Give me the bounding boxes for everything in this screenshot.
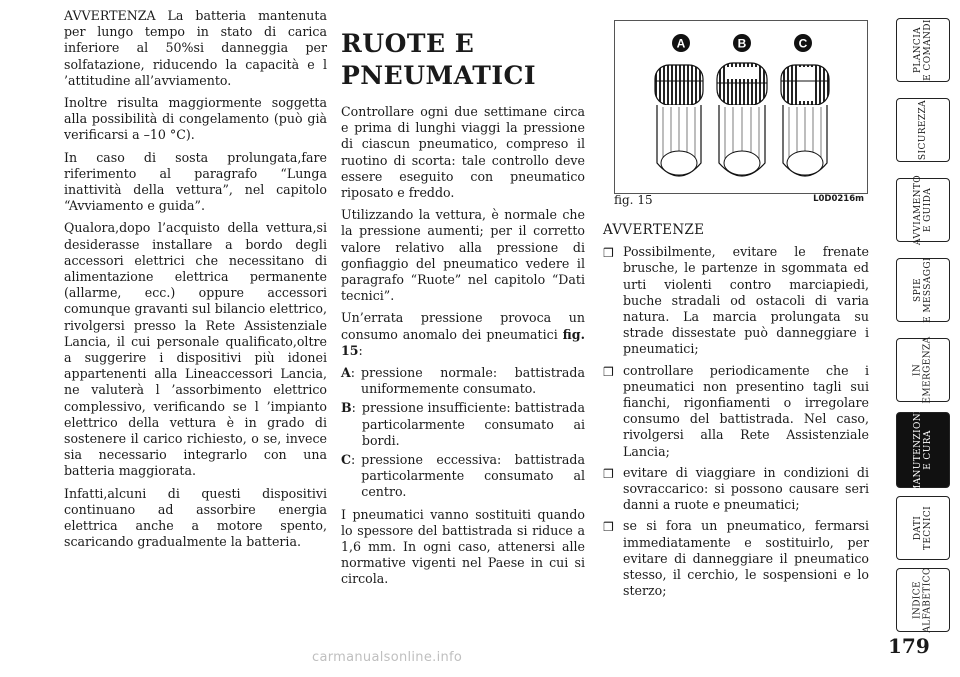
tab-label-line2: TECNICI — [922, 505, 933, 551]
definition-key: A — [341, 365, 351, 381]
definition-item — [341, 400, 585, 449]
tab-dati-tecnici[interactable] — [896, 496, 950, 560]
tab-label-line1: DATI — [912, 515, 923, 541]
paragraph: Qualora,dopo l’acquisto della vettura,si desiderasse installare a bordo degli accessori elettrici che necessitano di alimentazione elettrica permanente (allarme, ecc.) oppure accessori comunque gravanti sul bilancio elettrico, rivolgersi presso la Rete Assistenziale Lancia, il cui personale qualificato,oltre a suggerire i dispositivi più idonei appartenenti alla Lineaccessori Lancia, ne valuterà l ’assorbimento elettrico complessivo, verificando se l ’impianto elettrico della vettura è in grado di sostenere il carico richiesto, o se, invece sia necessario integrarlo con una batteria maggiorata. — [64, 220, 327, 479]
tab-label-line2: E COMANDI — [923, 19, 933, 81]
title-line-2: PNEUMATICI — [341, 61, 537, 90]
definition-text: pressione insufficiente: battistrada particolarmente consumato ai bordi. — [361, 400, 585, 448]
svg-text:C: C — [798, 36, 808, 51]
bullet-item — [603, 363, 869, 460]
title-line-1: RUOTE E — [341, 29, 475, 58]
tab-label-line1: SICUREZZA — [918, 99, 928, 161]
page-number: 179 — [888, 634, 930, 658]
tab-label — [918, 100, 928, 160]
tab-manutenzione-e-cura[interactable] — [896, 405, 950, 495]
warnings-heading: AVVERTENZE — [603, 222, 705, 238]
paragraph: Inoltre risulta maggiormente soggetta alla possibilità di congelamento (può già verificarsi a –10 °C). — [64, 95, 327, 143]
tab-spie-e-messaggi[interactable] — [896, 258, 950, 322]
tab-label — [913, 567, 933, 632]
text-column-warnings — [603, 222, 869, 604]
tab-label — [913, 175, 933, 245]
colon: : — [351, 452, 356, 468]
bullet-item — [603, 518, 869, 599]
tyre-c-overinflated — [781, 65, 829, 176]
bullet-text: evitare di viaggiare in condizioni di sovraccarico: si possono causare seri danni a ruote e pneumatici; — [623, 464, 869, 513]
paragraph: Infatti,alcuni di questi dispositivi continuano ad assorbire energia elettrica anche a motore spento, scaricando gradualmente la batteria. — [64, 485, 327, 550]
checkbox-bullet-icon: ❒ — [603, 466, 614, 481]
label-b — [733, 34, 751, 52]
bullet-item — [603, 465, 869, 514]
tyre-wear-figure — [614, 20, 868, 194]
text: Un’errata pressione provoca un consumo anomalo dei pneumatici — [341, 310, 585, 342]
text-column-tyres — [341, 28, 585, 594]
bullet-text: se si fora un pneumatico, fermarsi immediatamente e sostituirlo, per evitare di danneggiare il pneumatico stesso, il cerchio, le sospensioni e lo sterzo; — [623, 518, 869, 599]
tab-label-line1: SPIE — [913, 278, 924, 302]
tab-label — [913, 336, 933, 403]
label-a — [672, 34, 690, 52]
tab-label-line2: EMERGENZA — [923, 336, 933, 404]
figure-code: L0D0216m — [813, 194, 864, 204]
bullet-text: controllare periodicamente che i pneumatici non presentino tagli sui fianchi, rigonfiamenti o irregolare consumo del battistrada. Nel caso, rivolgersi alla Rete Assistenziale Lancia; — [623, 362, 869, 459]
definition-key: C — [341, 452, 352, 468]
figure-caption-text: fig. 15 — [614, 193, 653, 207]
tab-indice-alfabetico[interactable] — [896, 568, 950, 632]
watermark-text: carmanualsonline.info — [312, 650, 463, 665]
text-column-battery — [64, 8, 327, 557]
tab-label-line2: E GUIDA — [923, 187, 933, 233]
definition-key: B — [341, 400, 352, 416]
paragraph-fig-ref — [341, 310, 585, 359]
paragraph: In caso di sosta prolungata,fare riferimento al paragrafo “Lunga inattività della vettura”, nel capitolo “Avviamento e guida”. — [64, 149, 327, 214]
tab-label — [913, 19, 933, 81]
svg-text:A: A — [676, 36, 686, 51]
tab-label-line1: INDICE — [913, 580, 924, 620]
tab-avviamento-e-guida[interactable] — [896, 174, 950, 246]
tab-label-line2: E MESSAGGI — [923, 257, 934, 323]
definition-item — [341, 365, 585, 397]
section-title — [341, 28, 585, 92]
tab-sicurezza[interactable] — [896, 98, 950, 162]
definition-text: pressione eccessiva: battistrada particolarmente consumato al centro. — [361, 452, 585, 500]
tab-label — [913, 406, 933, 494]
definition-list — [341, 365, 585, 501]
tab-label-line2: E CURA — [923, 430, 933, 470]
colon: : — [351, 400, 356, 416]
tab-in-emergenza[interactable] — [896, 338, 950, 402]
tyre-b-underinflated — [717, 63, 767, 176]
label-c — [794, 34, 812, 52]
checkbox-bullet-icon: ❒ — [603, 364, 614, 379]
tab-label — [913, 506, 933, 550]
svg-text:B: B — [737, 36, 747, 51]
bullet-text: Possibilmente, evitare le frenate brusche, le partenze in sgommata ed urti violenti contro marciapiedi, buche stradali od ostacoli di varia natura. La marcia prolungata su strade dissestate può danneggiare i pneumatici; — [623, 244, 869, 357]
tab-label-line1: MANUTENZIONE — [913, 405, 923, 495]
tab-label-line1: IN — [913, 363, 923, 377]
paragraph: Controllare ogni due settimane circa e prima di lunghi viaggi la pressione di ciascun pneumatico, compreso il ruotino di scorta: tale controllo deve essere eseguito con pneumatico riposato e freddo. — [341, 104, 585, 201]
paragraph: AVVERTENZA La batteria mantenuta per lungo tempo in stato di carica inferiore al 50%si danneggia per solfatazione, riducendo la capacità e l ’attitudine all’avviamento. — [64, 8, 327, 88]
text: : — [358, 342, 363, 358]
paragraph: Utilizzando la vettura, è normale che la pressione aumenti; per il corretto valore relativo alla pressione di gonfiaggio del pneumatico vedere il paragrafo “Ruote” nel capitolo “Dati tecnici”. — [341, 207, 585, 304]
tab-plancia-e-comandi[interactable] — [896, 18, 950, 82]
tyre-wear-illustration — [615, 21, 867, 193]
figure-caption — [614, 193, 868, 209]
checkbox-bullet-icon: ❒ — [603, 246, 614, 261]
figure-reference-link[interactable]: fig. 15 — [341, 326, 585, 358]
definition-item — [341, 452, 585, 501]
checkbox-bullet-icon: ❒ — [603, 520, 614, 535]
colon: : — [350, 365, 356, 381]
tab-label-line1: AVVIAMENTO — [913, 174, 923, 246]
tyre-a-normal — [655, 65, 703, 176]
bullet-item — [603, 244, 869, 357]
chapter-sidebar — [890, 0, 960, 677]
definition-text: pressione normale: battistrada uniformemente consumato. — [361, 365, 585, 397]
tab-label-line2: ALFABETICO — [923, 567, 934, 633]
paragraph: I pneumatici vanno sostituiti quando lo spessore del battistrada si riduce a 1,6 mm. In ogni caso, attenersi alle normative vigenti nel Paese in cui si circola. — [341, 506, 585, 587]
tab-label-line1: PLANCIA — [913, 26, 923, 74]
tab-label — [913, 257, 933, 323]
